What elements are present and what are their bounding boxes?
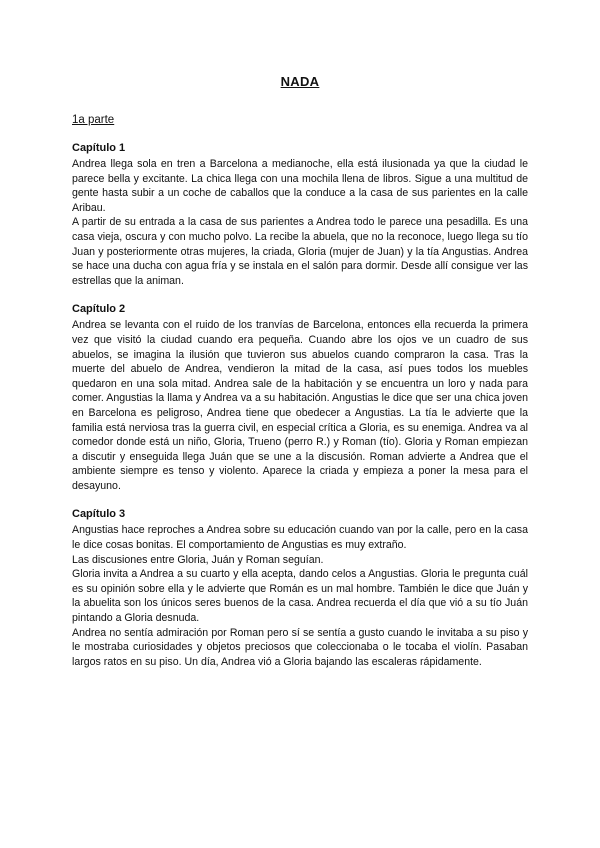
chapter-heading: Capítulo 2 xyxy=(72,303,126,316)
chapter-paragraph: Andrea se levanta con el ruido de los tranvías de Barcelona, entonces ella recuerda la primera vez que visitó la ciudad cuando era pequeña. Cuando abre los ojos ve un cuadro de sus abuelos, se imagina la ilusión que tuvieron sus abuelos cuando compraron la casa. Tras la muerte del abuelo de Andrea, vendieron la mitad de la casa, así pues todos los muebles quedaron en una sola mitad. Andrea sale de la habitación y se encuentra un loro y nada para comer. Angustias la llama y Andrea va a su habitación. Angustias le dice que ser una chica joven en Barcelona es peligroso, Andrea tiene que obedecer a Angustias. La tía le advierte que la familia está nerviosa tras la guerra civil, en especial crítica a Gloria, es su enemiga. Andrea va al comedor donde está un niño, Gloria, Trueno (perro R.) y Roman (tío). Gloria y Roman empiezan a discutir y enseguida llega Juán que se une a la discusión. Roman advierte a Andrea que el ambiente siempre es tenso y violento. Aparece la criada y empieza a poner la mesa para el desayuno. xyxy=(72,319,528,492)
document-body xyxy=(72,141,528,683)
chapter-3 xyxy=(72,507,528,669)
chapter-1 xyxy=(72,141,528,288)
chapter-paragraph: Las discusiones entre Gloria, Juán y Roman seguían. xyxy=(72,553,324,566)
chapter-paragraph: Andrea llega sola en tren a Barcelona a medianoche, ella está ilusionada ya que la ciudad le parece bella y excitante. La chica llega con una mochila llena de libros. Sigue a una multitud de gente hasta subir a un coche de caballos que la conduce a la casa de sus parientes en la calle Aribau. xyxy=(72,158,528,214)
chapter-paragraph: A partir de su entrada a la casa de sus parientes a Andrea todo le parece una pesadilla. Es una casa vieja, oscura y con mucho polvo. La recibe la abuela, que no la reconoce, luego llega su tío Juan y posteriormente otras mujeres, la criada, Gloria (mujer de Juan) y la tía Angustias. Andrea se hace una ducha con agua fría y se instala en el salón para dormir. Desde allí consigue ver las estrellas que la animan. xyxy=(72,216,528,287)
chapter-paragraph: Angustias hace reproches a Andrea sobre su educación cuando van por la calle, pero en la casa le dice cosas bonitas. El comportamiento de Angustias es muy extraño. xyxy=(72,524,528,552)
chapter-paragraph: Gloria invita a Andrea a su cuarto y ella acepta, dando celos a Angustias. Gloria le pregunta cuál es su opinión sobre ella y le advierte que Román es un mal hombre. También le dice que Juán y la abuelita son los únicos seres buenos de la casa. Andrea recuerda el día que vió a su tío Juán pintando a Gloria desnuda. xyxy=(72,568,528,625)
part-label: 1a parte xyxy=(72,114,115,126)
document-title: NADA xyxy=(280,74,320,89)
chapter-paragraph: Andrea no sentía admiración por Roman pero sí se sentía a gusto cuando le invitaba a su piso y le mostraba curiosidades y objetos preciosos que coleccionaba o le tocaba el violín. Pasaban largos ratos en su piso. Un día, Andrea vió a Gloria bajando las escaleras rápidamente. xyxy=(72,626,528,668)
chapter-heading: Capítulo 3 xyxy=(72,508,126,521)
chapter-2 xyxy=(72,302,528,493)
chapter-heading: Capítulo 1 xyxy=(72,142,126,154)
